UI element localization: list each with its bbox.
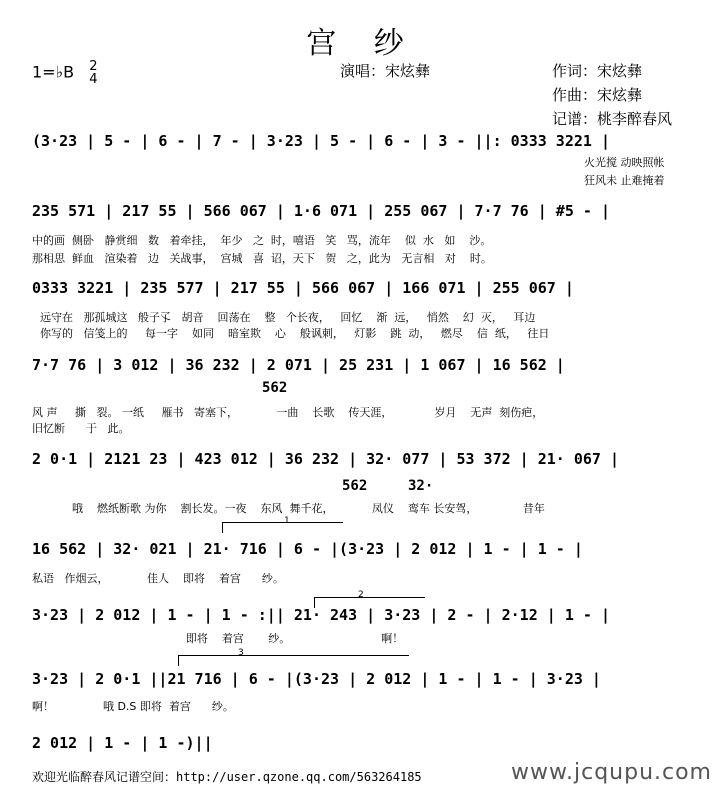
song-title: 宫 纱 bbox=[306, 26, 418, 61]
singer-credit: 演唱：宋炫彝 bbox=[340, 62, 431, 80]
lyrics-line: 风 声 撕 裂。 一纸 雁书 寄塞下， 一曲 长歌 传天涯， 岁月 无声 刻伤疤， bbox=[32, 406, 544, 419]
notation-row: 7·7 76 | 3 012 | 36 232 | 2 071 | 25 231 | 1 067 | 16 562 | bbox=[32, 356, 565, 374]
lyrics-line: 远守在 那孤城这 般子孓 胡音 回荡在 整 个长夜， 回忆 渐 远， 悄然 幻 灭， 耳边 bbox=[40, 311, 536, 324]
volta-bracket bbox=[178, 655, 409, 666]
lyrics-line: 即将 着宫 纱。 啊！ bbox=[32, 632, 404, 645]
lyrics-line: 哦 燃纸断歌 为你 割长发。一夜 东风 舞千花， 凤仪 鸾车 长安驾， 昔年 bbox=[72, 502, 545, 515]
alt-notes: 32· bbox=[408, 478, 434, 494]
time-top: 2 bbox=[89, 59, 98, 74]
alt-notes: 562 bbox=[342, 478, 368, 494]
footer-link[interactable]: 欢迎光临醉春风记谱空间：http://user.qzone.qq.com/563264185 bbox=[32, 770, 422, 784]
lyrics-line: 狂风未 止难掩着 bbox=[584, 174, 665, 187]
notation-row: 235 571 | 217 55 | 566 067 | 1·6 071 | 255 067 | 7·7 76 | #5 - | bbox=[32, 202, 610, 220]
lyrics-line: 啊！ 哦 D.S 即将 着宫 纱。 bbox=[32, 700, 234, 713]
volta-label: 2 bbox=[358, 590, 364, 600]
notation-row: 16 562 | 32· 021 | 21· 716 | 6 - |(3·23 | 2 012 | 1 - | 1 - | bbox=[32, 540, 583, 558]
notation-row: 0333 3221 | 235 577 | 217 55 | 566 067 | 166 071 | 255 067 | bbox=[32, 279, 574, 297]
volta-label: 3 bbox=[238, 648, 244, 658]
notation-row: 2 012 | 1 - | 1 -)|| bbox=[32, 734, 213, 752]
volta-label: 1 bbox=[284, 516, 290, 526]
lyrics-line: 私语 作烟云， 佳人 即将 着宫 纱。 bbox=[32, 572, 284, 585]
composer-credit: 作曲：宋炫彝 bbox=[552, 86, 643, 104]
watermark: www.jcqupu.com bbox=[511, 760, 712, 785]
lyrics-line: 你写的 信笺上的 每一字 如同 暗室欺 心 般讽刺， 灯影 跳 动， 燃尽 信 纸， 往日 bbox=[40, 327, 550, 340]
notation-row-intro: (3·23 | 5 - | 6 - | 7 - | 3·23 | 5 - | 6 - | 3 - ||: 0333 3221 | bbox=[32, 132, 610, 150]
time-signature bbox=[89, 60, 97, 86]
volta-bracket bbox=[222, 522, 343, 533]
lyrics-line: 中的画 侧卧 静赏细 数 着牵挂， 年少 之 时，嘻语 笑 骂，流年 似 水 如 沙。 bbox=[32, 234, 492, 247]
lyricist-credit: 作词：宋炫彝 bbox=[552, 62, 643, 80]
notation-row: 3·23 | 2 012 | 1 - | 1 - :|| 21· 243 | 3·23 | 2 - | 2·12 | 1 - | bbox=[32, 606, 610, 624]
transcriber-credit: 记谱：桃李醉春风 bbox=[552, 110, 673, 128]
key-signature bbox=[32, 60, 97, 86]
alt-notes: 562 bbox=[262, 380, 288, 396]
lyrics-line: 那相思 鲜血 渲染着 边 关战事， 宫城 喜 诏，天下 贺 之，此为 无言相 对 时。 bbox=[32, 252, 492, 265]
time-bottom: 4 bbox=[89, 72, 98, 87]
lyrics-line: 火光搅 动映照帐 bbox=[584, 156, 665, 169]
notation-row: 2 0·1 | 2121 23 | 423 012 | 36 232 | 32· 077 | 53 372 | 21· 067 | bbox=[32, 450, 619, 468]
notation-row: 3·23 | 2 0·1 ||21 716 | 6 - |(3·23 | 2 012 | 1 - | 1 - | 3·23 | bbox=[32, 670, 601, 688]
key-label: 1=♭B bbox=[32, 62, 75, 82]
lyrics-line: 旧忆断 于 此。 bbox=[32, 422, 130, 435]
